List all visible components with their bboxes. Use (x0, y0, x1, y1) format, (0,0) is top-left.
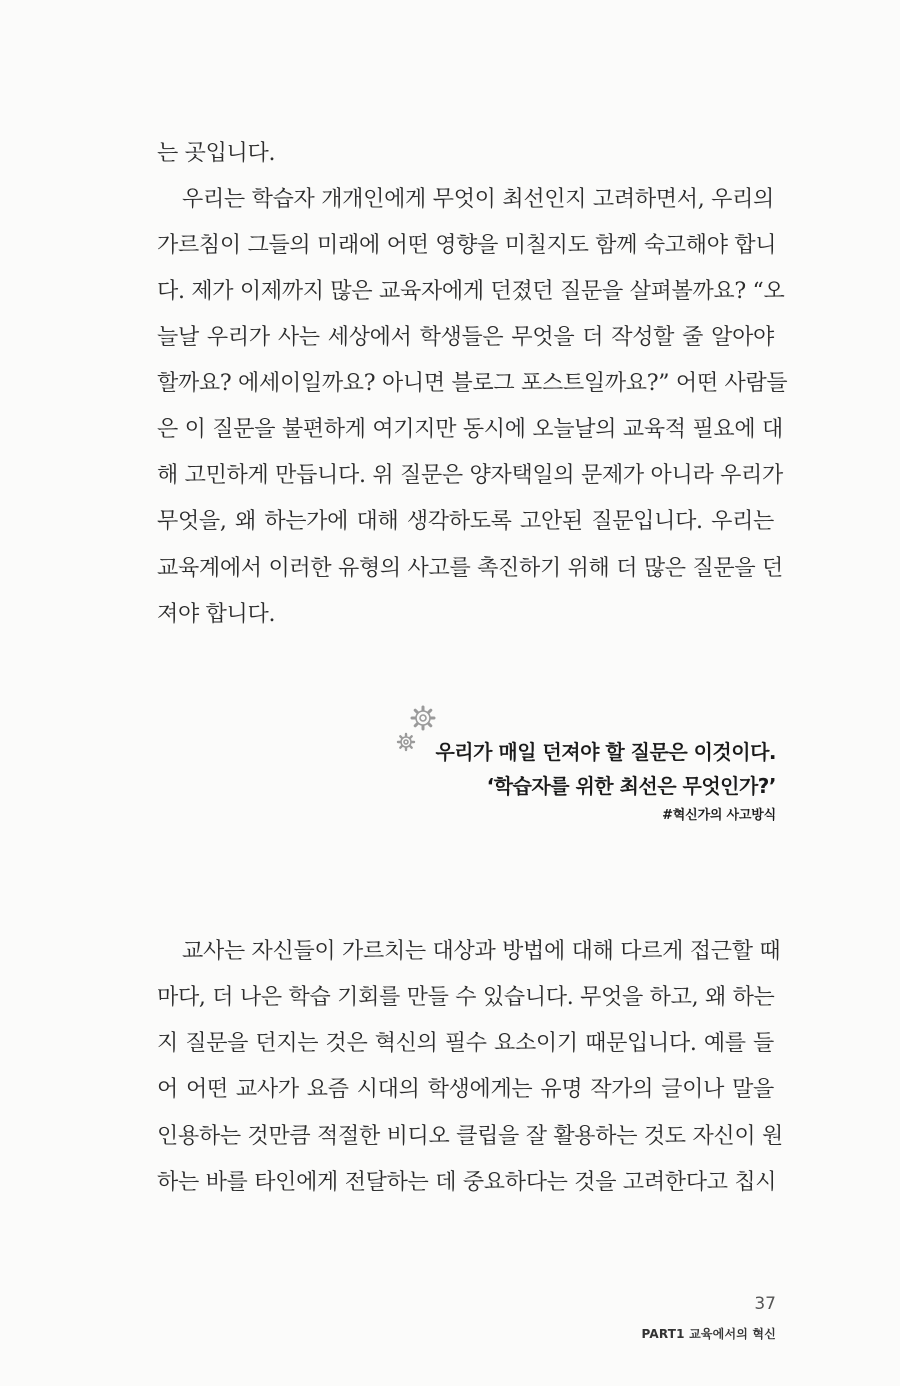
body-line: 하는 바를 타인에게 전달하는 데 중요하다는 것을 고려한다고 칩시 (157, 1170, 777, 1195)
page-number: 37 (754, 1294, 776, 1314)
body-line: 할까요? 에세이일까요? 아니면 블로그 포스트일까요?” 어떤 사람들 (157, 371, 788, 396)
body-line: 마다, 더 나은 학습 기회를 만들 수 있습니다. 무엇을 하고, 왜 하는 (157, 985, 775, 1010)
body-line: 해 고민하게 만듭니다. 위 질문은 양자택일의 문제가 아니라 우리가 (157, 463, 783, 488)
body-line: 무엇을, 왜 하는가에 대해 생각하도록 고안된 질문입니다. 우리는 (157, 509, 774, 534)
body-line: 교육계에서 이러한 유형의 사고를 촉진하기 위해 더 많은 질문을 던 (157, 556, 783, 581)
quote-line: ‘학습자를 위한 최선은 무엇인가?’ (486, 774, 776, 798)
body-line: 어 어떤 교사가 요즘 시대의 학생에게는 유명 작가의 글이나 말을 (157, 1077, 774, 1102)
body-line: 다. 제가 이제까지 많은 교육자에게 던졌던 질문을 살펴볼까요? “오 (157, 279, 785, 304)
body-line: 져야 합니다. (157, 602, 276, 627)
gears-icon (393, 702, 441, 758)
quote-line: 우리가 매일 던져야 할 질문은 이것이다. (435, 740, 776, 764)
body-line: 인용하는 것만큼 적절한 비디오 클립을 잘 활용하는 것도 자신이 원 (157, 1124, 783, 1149)
body-line: 는 곳입니다. (157, 141, 276, 166)
body-line: 지 질문을 던지는 것은 혁신의 필수 요소이기 때문입니다. 예를 들 (157, 1031, 774, 1056)
body-line: 교사는 자신들이 가르치는 대상과 방법에 대해 다르게 접근할 때 (182, 939, 781, 964)
running-title: PART1 교육에서의 혁신 (641, 1327, 776, 1341)
body-line: 은 이 질문을 불편하게 여기지만 동시에 오늘날의 교육적 필요에 대 (157, 417, 783, 442)
body-line: 늘날 우리가 사는 세상에서 학생들은 무엇을 더 작성할 줄 알아야 (157, 325, 774, 350)
quote-hashtag: #혁신가의 사고방식 (662, 808, 776, 823)
body-line: 우리는 학습자 개개인에게 무엇이 최선인지 고려하면서, 우리의 (182, 187, 774, 212)
body-line: 가르침이 그들의 미래에 어떤 영향을 미칠지도 함께 숙고해야 합니 (157, 233, 777, 258)
